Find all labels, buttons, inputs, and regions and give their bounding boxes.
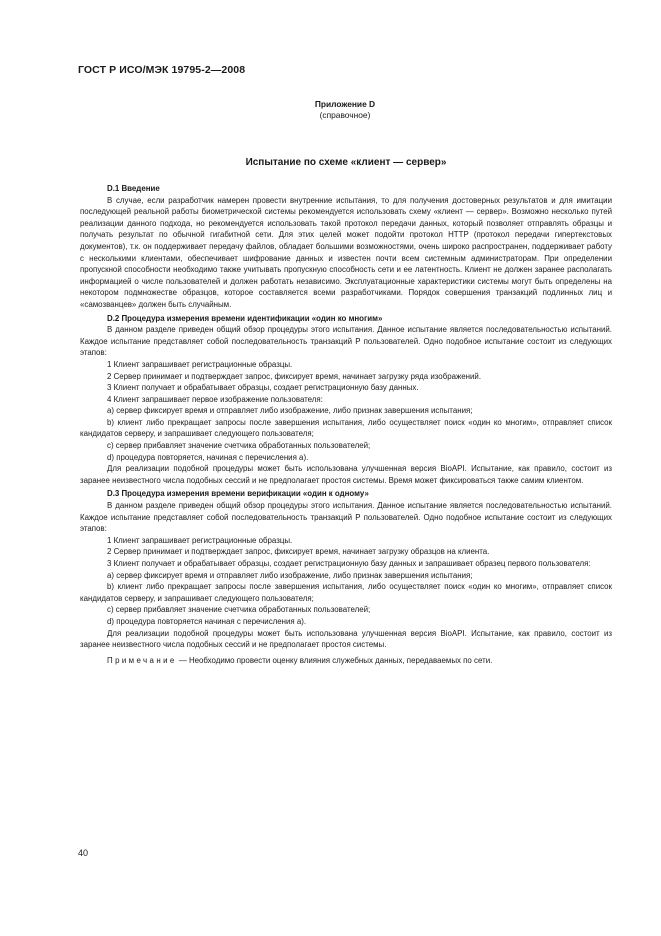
list-item: a) сервер фиксирует время и отправляет либо изображение, либо признак завершения испытания; <box>107 570 473 580</box>
list-item: b) клиент либо прекращает запросы после завершения испытания, либо осуществляет поиск «один ко многим», отправляет список кандидатов серверу, и запрашивает следующего пользователя; <box>80 417 612 439</box>
list-item: 2 Сервер принимает и подтверждает запрос, фиксирует время, начинает загрузку ряда изображений. <box>107 371 482 381</box>
list-item: d) процедура повторяется начиная с перечисления а). <box>107 616 307 626</box>
list-item: 1 Клиент запрашивает регистрационные образцы. <box>107 535 293 545</box>
list-item: b) клиент либо прекращает запросы после завершения испытания, либо осуществляет поиск «один ко многим», отправляет список кандидатов серверу, и запрашивает следующего пользователя; <box>80 582 612 603</box>
main-title: Испытание по схеме «клиент — сервер» <box>245 157 447 168</box>
section-heading-d1: D.1 Введение <box>107 184 160 193</box>
note <box>80 655 612 667</box>
paragraph: В данном разделе приведен общий обзор процедуры этого испытания. Данное испытание является последовательностью испытаний. Каждое испытание представляет собой последовательность транзакций P пользователей. Одно подобное испытание состоит из следующих этапов: <box>80 325 612 358</box>
appendix-title: Приложение D <box>314 99 376 109</box>
list-item: 1 Клиент запрашивает регистрационные образцы. <box>107 359 293 369</box>
document-body <box>80 183 612 666</box>
list-item: d) процедура повторяется, начиная с перечисления а). <box>107 452 309 462</box>
list-item: 2 Сервер принимает и подтверждает запрос, фиксирует время, начинает загрузку образцов на клиента. <box>107 547 490 557</box>
paragraph: Для реализации подобной процедуры может быть использована улучшенная версия BioAPI. Испытание, как правило, состоит из заранее неизвестного числа подобных сессий и не предполагает простоя системы. Время может фиксироваться также самим клиентом. <box>80 464 612 485</box>
list-item: 3 Клиент получает и обрабатывает образцы, создает регистрационную базу данных и запрашивает образец первого пользователя: <box>107 559 591 568</box>
page-number: 40 <box>78 848 89 858</box>
document-header: ГОСТ Р ИСО/МЭК 19795-2—2008 <box>78 64 246 76</box>
section-heading-d2: D.2 Процедура измерения времени идентификации «один ко многим» <box>107 313 383 323</box>
list-item: 4 Клиент запрашивает первое изображение пользователя: <box>107 394 323 404</box>
list-item: a) сервер фиксирует время и отправляет либо изображение, либо признак завершения испытания; <box>107 406 473 416</box>
paragraph: В случае, если разработчик намерен провести внутренние испытания, то для получения достоверных результатов и для имитации последующей реальной работы биометрической системы рекомендуется использовать схему «клиент — сервер». Возможно несколько путей реализации данного подхода, но рекомендуется использовать такой протокол передачи данных, который позволяет отправлять образцы и получать результат по обычной гигабитной сети. Для этих целей может подойти протокол HTTP (протокол передачи гипертекстовых документов), т.к. он поддерживает передачу файлов, обладает большими возможностями, очень широко распространен, поддерживает работу с несколькими клиентами, обеспечивает шифрование данных и известен почти всем системным администраторам. При определении пропускной способности необходимо также учитывать пропускную способность сети и ее латентность. Клиент не должен заранее располагать информацией о числе пользователей и должен работать независимо. Эксплуатационные характеристики системы могут быть определены на некотором подмножестве образцов, которое составляется всеми разработчиками. Порядок совершения транзакций подлинных лиц и «самозванцев» должен быть случайным. <box>80 195 612 309</box>
list-item: c) сервер прибавляет значение счетчика обработанных пользователей; <box>107 441 371 451</box>
note-text: — Необходимо провести оценку влияния служебных данных, передаваемых по сети. <box>176 655 493 665</box>
list-item: 3 Клиент получает и обрабатывает образцы, создает регистрационную базу данных. <box>107 383 419 393</box>
appendix-type: (справочное) <box>319 110 371 120</box>
section-heading-d3: D.3 Процедура измерения времени верификации «один к одному» <box>107 489 369 499</box>
paragraph: Для реализации подобной процедуры может быть использована улучшенная версия BioAPI. Испытание, как правило, состоит из заранее неизвестного числа подобных сессий и не предполагает простоя системы. <box>80 628 612 650</box>
note-label: Примечание <box>107 655 177 665</box>
list-item: c) сервер прибавляет значение счетчика обработанных пользователей; <box>107 605 371 615</box>
appendix-block <box>280 99 410 121</box>
paragraph: В данном разделе приведен общий обзор процедуры этого испытания. Данное испытание является последовательностью испытаний. Каждое испытание представляет собой последовательность транзакций P пользователей. Одно подобное испытание состоит из следующих этапов: <box>80 501 612 534</box>
